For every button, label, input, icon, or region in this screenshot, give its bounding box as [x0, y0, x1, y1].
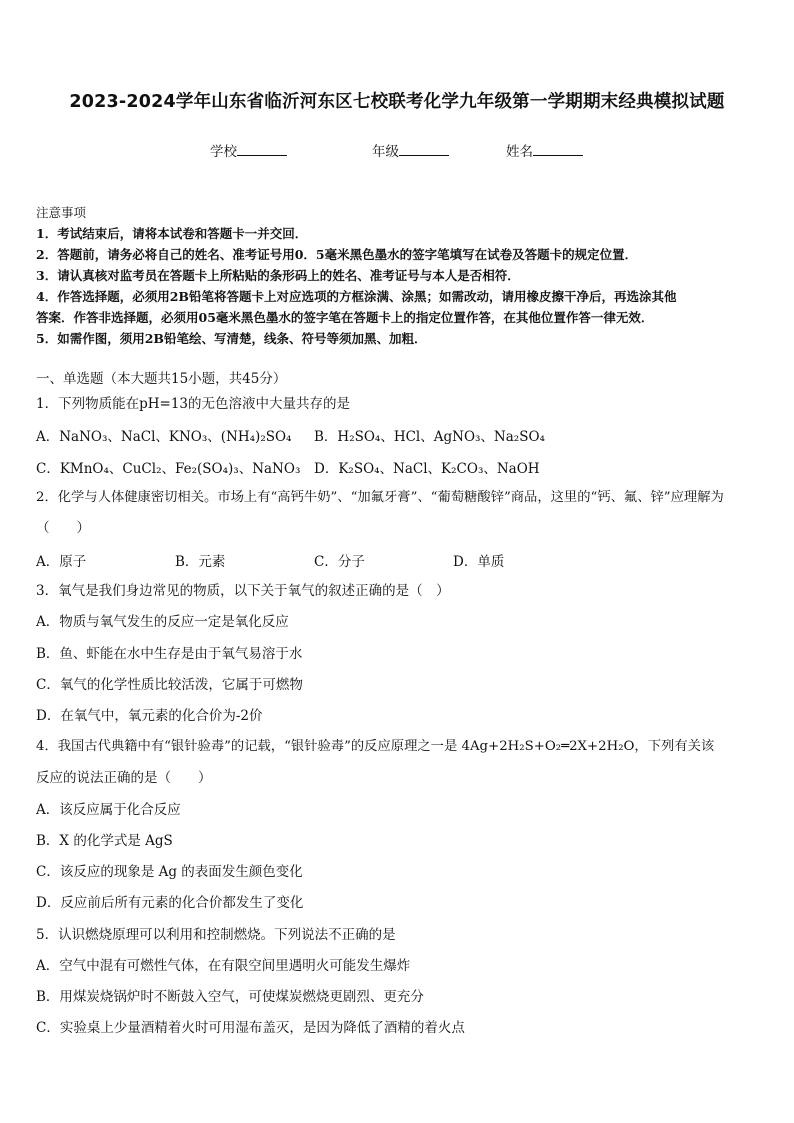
q2-option-b[interactable]: B．元素 [175, 554, 226, 570]
note-item: 1．考试结束后，请将本试卷和答题卡一并交回． [36, 226, 308, 241]
q3-option-a[interactable]: A．物质与氧气发生的反应一定是氧化反应 [36, 614, 289, 630]
notes-block [36, 202, 758, 349]
q2-option-a[interactable]: A．原子 [36, 554, 87, 570]
note-item: 4．作答选择题，必须用2B铅笔将答题卡上对应选项的方框涂满、涂黑；如需改动，请用橡皮擦干净后，再选涂其他 [36, 289, 677, 304]
q3-option-c[interactable]: C．氧气的化学性质比较活泼，它属于可燃物 [36, 677, 303, 693]
note-item: 3．请认真核对监考员在答题卡上所粘贴的条形码上的姓名、准考证号与本人是否相符． [36, 268, 520, 283]
q4-option-c[interactable]: C．该反应的现象是 Ag 的表面发生颜色变化 [36, 864, 303, 880]
q2-option-c[interactable]: C．分子 [314, 554, 365, 570]
notes-heading: 注意事项 [36, 205, 87, 220]
q1-option-d[interactable]: D．K₂SO₄、NaCl、K₂CO₃、NaOH [314, 461, 540, 477]
q4-option-b[interactable]: B．X 的化学式是 AgS [36, 833, 173, 849]
q5-option-c[interactable]: C．实验桌上少量酒精着火时可用湿布盖灭，是因为降低了酒精的着火点 [36, 1020, 465, 1036]
q2-option-d[interactable]: D．单质 [453, 554, 505, 570]
note-item: 答案．作答非选择题，必须用05毫米黑色墨水的签字笔在答题卡上的指定位置作答，在其他位置作答一律无效． [36, 310, 654, 325]
question-5-stem: 5．认识燃烧原理可以利用和控制燃烧。下列说法不正确的是 [36, 927, 396, 943]
grade-blank[interactable] [399, 143, 449, 156]
q4-option-d[interactable]: D．反应前后所有元素的化合价都发生了变化 [36, 895, 304, 911]
note-item: 5．如需作图，须用2B铅笔绘、写清楚，线条、符号等须加黑、加粗． [36, 331, 427, 346]
school-label: 学校 [210, 144, 237, 160]
q5-option-a[interactable]: A．空气中混有可燃性气体，在有限空间里遇明火可能发生爆炸 [36, 958, 411, 974]
question-1-stem: 1．下列物质能在pH=13的无色溶液中大量共存的是 [36, 396, 350, 412]
grade-label: 年级 [372, 144, 399, 160]
name-blank[interactable] [533, 143, 583, 156]
question-2-stem-cont: （ ） [36, 520, 90, 536]
note-item: 2．答题前，请务必将自己的姓名、准考证号用0．5毫米黑色墨水的签字笔填写在试卷及答题卡的规定位置． [36, 247, 638, 262]
name-field[interactable] [506, 140, 583, 160]
q5-option-b[interactable]: B．用煤炭烧锅炉时不断鼓入空气，可使煤炭燃烧更剧烈、更充分 [36, 989, 424, 1005]
name-label: 姓名 [506, 144, 533, 160]
q4-option-a[interactable]: A．该反应属于化合反应 [36, 802, 181, 818]
q1-option-a[interactable]: A．NaNO₃、NaCl、KNO₃、(NH₄)₂SO₄ [36, 429, 292, 445]
school-field[interactable] [210, 140, 287, 160]
question-4-stem-cont: 反应的说法正确的是（ ） [36, 770, 212, 786]
page-title: 2023-2024学年山东省临沂河东区七校联考化学九年级第一学期期末经典模拟试题 [69, 92, 725, 112]
q3-option-b[interactable]: B．鱼、虾能在水中生存是由于氧气易溶于水 [36, 646, 303, 662]
q3-option-d[interactable]: D．在氧气中，氧元素的化合价为-2价 [36, 708, 263, 724]
question-4-stem: 4．我国古代典籍中有“银针验毒”的记载，“银针验毒”的反应原理之一是 4Ag+2H₂S+O₂═2X+2H₂O，下列有关该 [36, 739, 715, 754]
question-2-stem: 2．化学与人体健康密切相关。市场上有“高钙牛奶”、“加氟牙膏”、“葡萄糖酸锌”商品，这里的“钙、氟、锌”应理解为 [36, 490, 724, 505]
q1-option-b[interactable]: B．H₂SO₄、HCl、AgNO₃、Na₂SO₄ [314, 429, 545, 445]
grade-field[interactable] [372, 140, 449, 160]
q1-option-c[interactable]: C．KMnO₄、CuCl₂、Fe₂(SO₄)₃、NaNO₃ [36, 461, 301, 477]
school-blank[interactable] [237, 143, 287, 156]
question-3-stem: 3．氧气是我们身边常见的物质，以下关于氧气的叙述正确的是（ ） [36, 583, 450, 599]
section-heading: 一、单选题（本大题共15小题，共45分） [36, 371, 287, 387]
